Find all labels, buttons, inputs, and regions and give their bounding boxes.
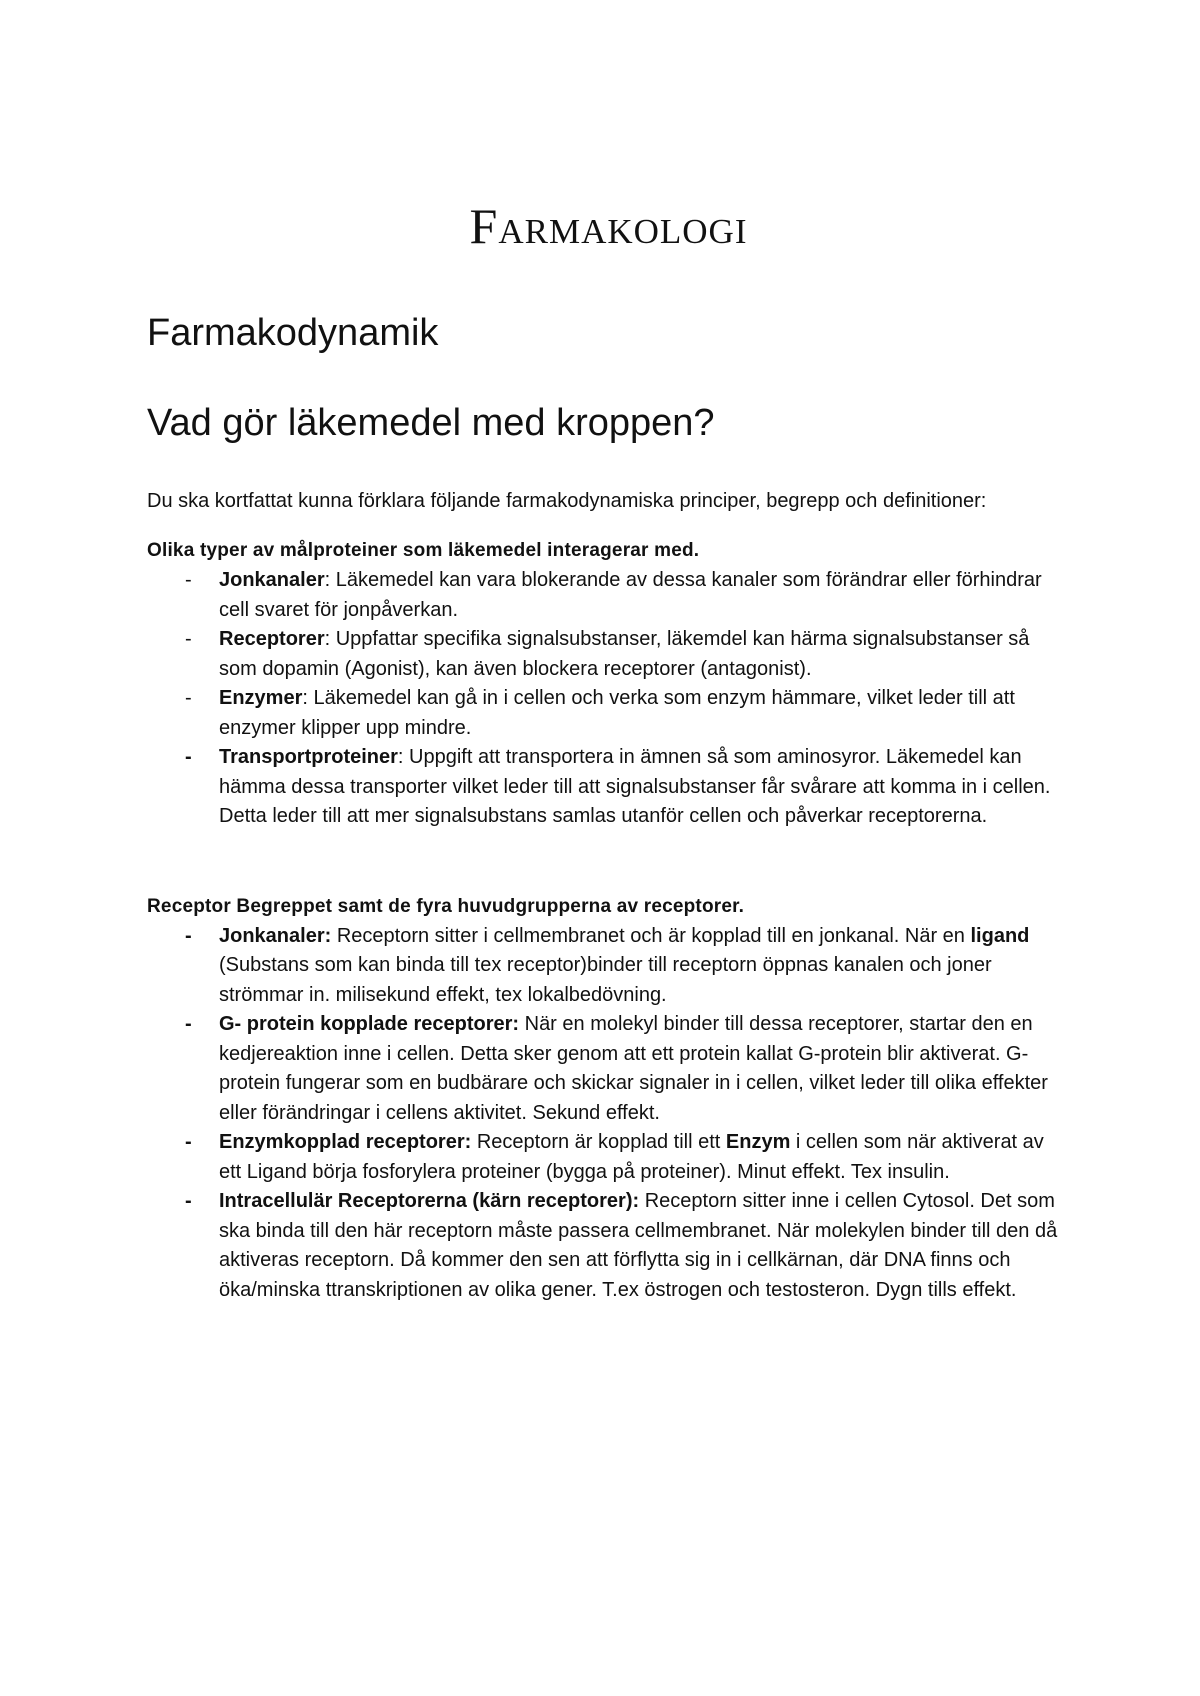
term: Enzymer [219,687,303,709]
term: ligand [970,924,1030,947]
item-text: När en molekyl binder till dessa receptorer, startar den en kedjereaktion inne i cellen. Detta sker genom att ett protein kallat G-protein blir aktiverat. G-protein fungerar som en budbärare och skickar signaler in i cellen, vilket leder till olika effekter eller förändringar i cellens aktivitet. Sekund effekt. [219,1013,1048,1124]
list-item [147,566,1070,625]
intro-paragraph: Du ska kortfattat kunna förklara följande farmakodynamiska principer, begrepp och definitioner: [147,490,987,512]
dash-bullet: - [185,569,192,591]
item-text: i cellen som när aktiverat av ett Ligand börja fosforylera proteiner (bygga på proteiner). Minut effekt. Tex insulin. [219,1131,1044,1183]
list-item [147,684,1070,743]
item-text: : Läkemedel kan vara blokerande av dessa kanaler som förändrar eller förhindrar cell svaret för jonpåverkan. [219,569,1042,621]
dash-bullet: - [185,628,192,650]
section2-list [147,922,1070,1306]
item-text: : Uppgift att transportera in ämnen så som aminosyror. Läkemedel kan hämma dessa transporter vilket leder till att signalsubstanser får svårare att komma in i cellen. Detta leder till att mer signalsubstans samlas utanför cellen och påverkar receptorerna. [219,746,1051,827]
term: Enzym [725,1131,791,1153]
term: Jonkanaler [219,569,325,591]
item-text: Receptorn sitter i cellmembranet och är kopplad till en jonkanal. När en [331,924,971,947]
dash-bullet: - [185,1190,192,1212]
heading-question: Vad gör läkemedel med kroppen? [147,402,715,444]
dash-bullet: - [185,1013,192,1035]
dash-bullet: - [185,1131,192,1153]
item-text: : Läkemedel kan gå in i cellen och verka som enzym hämmare, vilket leder till att enzymer klipper upp mindre. [219,687,1015,739]
term: Transportproteiner [219,746,398,768]
section1-heading: Olika typer av målproteiner som läkemedel interagerar med. [147,540,700,561]
list-item [147,625,1070,684]
document-title: Farmakologi [469,198,748,254]
list-item [147,1010,1070,1128]
term: Jonkanaler: [219,924,332,947]
section2-heading: Receptor Begreppet samt de fyra huvudgrupperna av receptorer. [147,895,745,917]
list-item [147,743,1070,832]
item-text: (Substans som kan binda till tex receptor)binder till receptorn öppnas kanalen och joner strömmar in. milisekund effekt, tex lokalbedövning. [219,954,992,1006]
item-text: Receptorn sitter inne i cellen Cytosol. Det som ska binda till den här receptorn måste passera cellmembranet. När molekylen binder till den då aktiveras receptorn. Då kommer den sen att förflytta sig in i cellkärnan, där DNA finns och öka/minska ttranskriptionen av olika gener. T.ex östrogen och testosteron. Dygn tills effekt. [219,1190,1058,1301]
dash-bullet: - [185,746,192,768]
term: Receptorer [219,628,325,650]
list-item [147,1128,1070,1187]
item-text: : Uppfattar specifika signalsubstanser, läkemdel kan härma signalsubstanser så som dopamin (Agonist), kan även blockera receptorer (antagonist). [219,628,1030,680]
dash-bullet: - [185,924,192,947]
list-item [147,922,1070,1011]
dash-bullet: - [185,687,192,709]
term: Enzymkopplad receptorer: [219,1131,472,1153]
term: G- protein kopplade receptorer: [219,1013,520,1035]
heading-farmakodynamik: Farmakodynamik [147,312,439,354]
item-text: Receptorn är kopplad till ett [471,1131,726,1153]
term: Intracellulär Receptorerna (kärn receptorer): [219,1190,640,1212]
list-item [147,1187,1070,1305]
section1-list [147,566,1070,832]
